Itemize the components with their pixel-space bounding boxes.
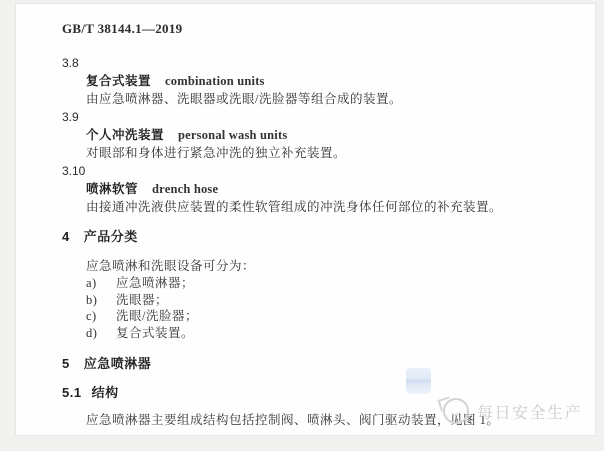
list-marker: b) <box>86 292 98 307</box>
faded-blue-sticker-icon <box>406 368 431 394</box>
clause-number: 4 <box>62 229 70 244</box>
term-chinese: 喷淋软管 <box>86 182 139 196</box>
list-marker: a) <box>86 276 97 290</box>
term-title <box>86 72 565 90</box>
mascot-logo-icon <box>443 398 469 424</box>
list-item <box>86 325 565 342</box>
clause-title: 产品分类 <box>83 229 138 244</box>
list-text: 复合式装置。 <box>116 325 195 340</box>
term-3-8 <box>62 54 565 108</box>
watermark-text: 每日安全生产 <box>477 404 583 422</box>
term-3-10 <box>62 162 565 216</box>
term-definition: 对眼部和身体进行紧急冲洗的独立补充装置。 <box>86 146 347 160</box>
standard-number: GB/T 38144.1—2019 <box>62 21 183 36</box>
term-english: combination units <box>165 74 265 88</box>
clause-5-heading <box>62 355 565 373</box>
term-english: drench hose <box>152 182 219 196</box>
list-marker: d) <box>86 325 98 340</box>
clause-title: 应急喷淋器 <box>83 356 152 371</box>
list-item <box>86 308 565 325</box>
list-text: 洗眼/洗脸器； <box>116 309 198 323</box>
clause-4-heading <box>62 228 565 246</box>
clause-5-1-paragraph: 应急喷淋器主要组成结构包括控制阀、喷淋头、阀门驱动装置，见图 1。 <box>86 413 500 427</box>
document-page <box>15 3 596 436</box>
list-item <box>86 292 565 309</box>
term-chinese: 复合式装置 <box>86 74 152 88</box>
term-number: 3.10 <box>62 164 86 178</box>
list-marker: c) <box>86 309 97 323</box>
clause-number: 5.1 <box>62 385 82 400</box>
product-class-list <box>86 275 565 341</box>
term-english: personal wash units <box>178 128 288 142</box>
term-number: 3.9 <box>62 110 79 124</box>
term-definition: 由应急喷淋器、洗眼器或洗眼/洗脸器等组合成的装置。 <box>86 92 402 106</box>
term-definition: 由接通冲洗液供应装置的柔性软管组成的冲洗身体任何部位的补充装置。 <box>86 200 503 214</box>
watermark-logo <box>443 398 582 424</box>
clause-title: 结构 <box>91 385 119 400</box>
list-text: 应急喷淋器； <box>116 276 195 290</box>
term-number: 3.8 <box>62 56 79 70</box>
term-3-9 <box>62 108 565 162</box>
clause-number: 5 <box>62 356 70 371</box>
clause-4-intro: 应急喷淋和洗眼设备可分为： <box>86 259 256 273</box>
page-content <box>16 4 595 435</box>
list-item <box>86 275 565 292</box>
list-text: 洗眼器； <box>116 292 169 307</box>
term-title <box>86 126 565 144</box>
term-chinese: 个人冲洗装置 <box>86 128 165 142</box>
term-title <box>86 180 565 198</box>
